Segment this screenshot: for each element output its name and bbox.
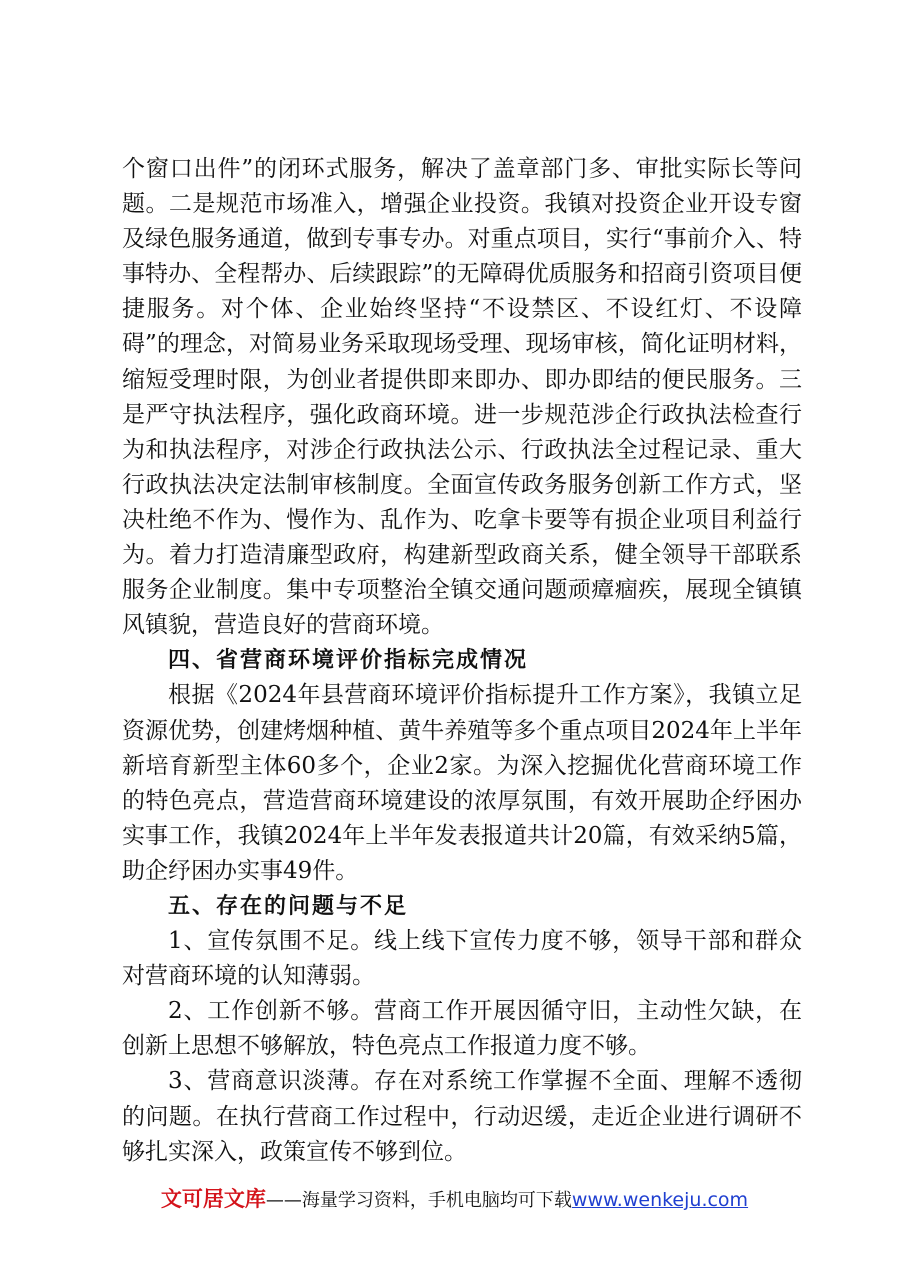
paragraph-indicators: 根据《2024年县营商环境评价指标提升工作方案》，我镇立足资源优势，创建烤烟种植、黄牛养殖等多个重点项目2024年上半年新培育新型主体60多个，企业2家。为深入挖掘优化营商环境工作的特色亮点，营造营商环境建设的浓厚氛围，有效开展助企纾困办实事工作，我镇2024年上半年发表报道共计20篇，有效采纳5篇，助企纾困办实事49件。 [122, 682, 802, 884]
footer-url-link[interactable]: www.wenkeju.com [571, 1189, 749, 1211]
footer-tagline: ——海量学习资料，手机电脑均可下载 [265, 1190, 572, 1211]
section-heading-4: 四、省营商环境评价指标完成情况 [168, 648, 529, 674]
document-body [122, 152, 802, 1170]
footer-banner [0, 1183, 909, 1213]
paragraph-issue-3: 3、营商意识淡薄。存在对系统工作掌握不全面、理解不透彻的问题。在执行营商工作过程中，行动迟缓，走近企业进行调研不够扎实深入，政策宣传不够到位。 [122, 1068, 802, 1165]
footer-brand: 文可居文库 [160, 1187, 266, 1211]
paragraph-continued: 个窗口出件”的闭环式服务，解决了盖章部门多、审批实际长等问题。二是规范市场准入，增强企业投资。我镇对投资企业开设专窗及绿色服务通道，做到专事专办。对重点项目，实行“事前介入、特事特办、全程帮办、后续跟踪”的无障碍优质服务和招商引资项目便捷服务。对个体、企业始终坚持“不设禁区、不设红灯、不设障碍”的理念，对简易业务采取现场受理、现场审核，简化证明材料，缩短受理时限，为创业者提供即来即办、即办即结的便民服务。三是严守执法程序，强化政商环境。进一步规范涉企行政执法检查行为和执法程序，对涉企行政执法公示、行政执法全过程记录、重大行政执法决定法制审核制度。全面宣传政务服务创新工作方式，坚决杜绝不作为、慢作为、乱作为、吃拿卡要等有损企业项目利益行为。着力打造清廉型政府，构建新型政商关系，健全领导干部联系服务企业制度。集中专项整治全镇交通问题顽瘴痼疾，展现全镇镇风镇貌，营造良好的营商环境。 [122, 156, 802, 639]
paragraph-issue-2: 2、工作创新不够。营商工作开展因循守旧，主动性欠缺，在创新上思想不够解放，特色亮点工作报道力度不够。 [122, 998, 802, 1060]
paragraph-issue-1: 1、宣传氛围不足。线上线下宣传力度不够，领导干部和群众对营商环境的认知薄弱。 [122, 928, 802, 990]
section-heading-5: 五、存在的问题与不足 [168, 893, 409, 919]
